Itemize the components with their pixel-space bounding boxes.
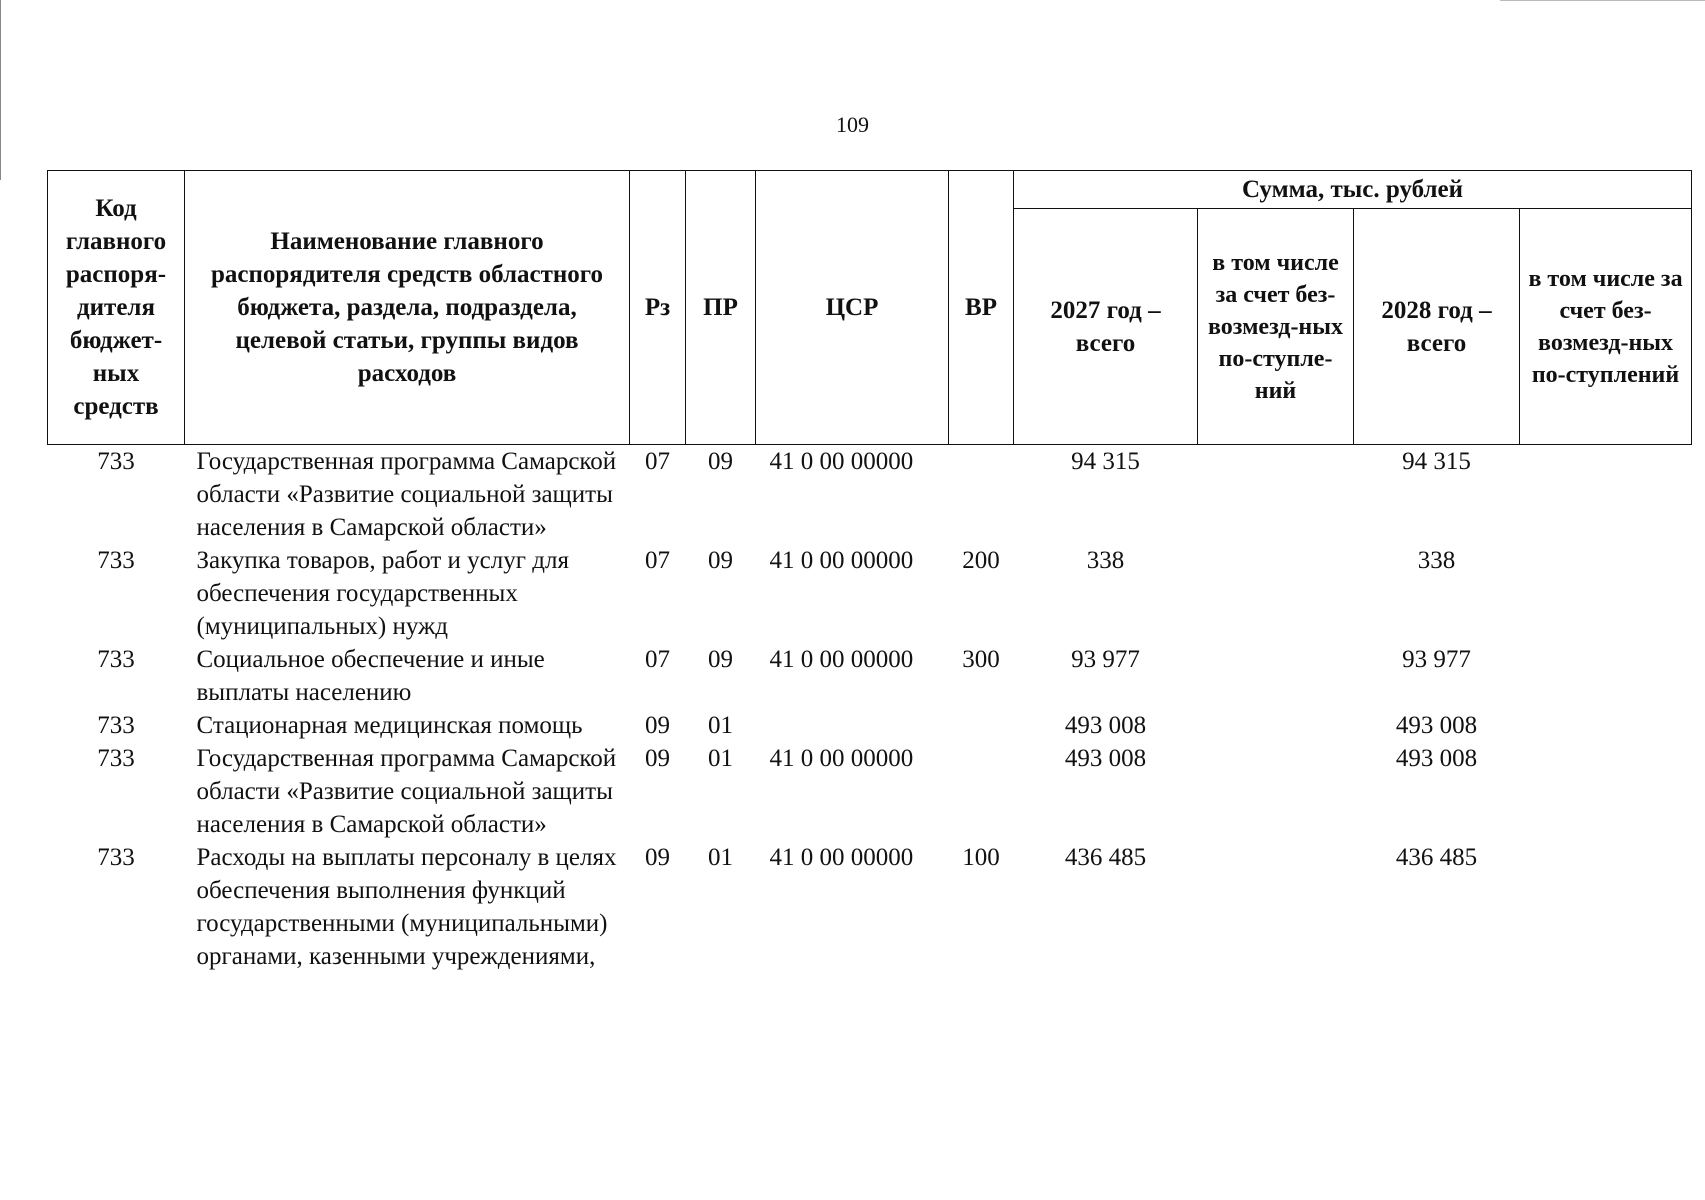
row-pr: 09 bbox=[708, 448, 733, 475]
table-body bbox=[48, 445, 1692, 974]
row-code: 733 bbox=[97, 712, 135, 739]
row-pr: 01 bbox=[708, 844, 733, 871]
row-name: Расходы на выплаты персоналу в целях обеспечения выполнения функций государственными (муниципальными) органами, казенными учреждениями, bbox=[196, 844, 617, 970]
row-name: Социальное обеспечение и иные выплаты населению bbox=[196, 646, 545, 706]
table-row bbox=[48, 445, 1692, 545]
row-rz: 09 bbox=[645, 712, 670, 739]
row-name: Государственная программа Самарской области «Развитие социальной защиты населения в Самарской области» bbox=[196, 448, 617, 541]
row-2027-total: 493 008 bbox=[1064, 745, 1147, 772]
row-2028-total: 94 315 bbox=[1402, 448, 1471, 475]
row-pr: 01 bbox=[708, 745, 733, 772]
row-2027-total: 493 008 bbox=[1064, 712, 1147, 739]
row-code: 733 bbox=[97, 844, 135, 871]
row-2028-grants bbox=[1520, 445, 1692, 545]
row-2028-grants bbox=[1520, 643, 1692, 709]
row-pr: 09 bbox=[708, 547, 733, 574]
row-2028-grants bbox=[1520, 544, 1692, 643]
header-csr: ЦСР bbox=[756, 171, 949, 445]
row-2028-grants bbox=[1520, 709, 1692, 742]
row-vr bbox=[949, 742, 1014, 841]
table-row bbox=[48, 742, 1692, 841]
header-sum-group: Сумма, тыс. рублей bbox=[1014, 171, 1692, 209]
row-name: Закупка товаров, работ и услуг для обеспечения государственных (муниципальных) нужд bbox=[196, 547, 569, 640]
row-2027-grants bbox=[1198, 445, 1354, 545]
row-2027-total: 436 485 bbox=[1064, 844, 1147, 871]
row-code: 733 bbox=[97, 646, 135, 673]
row-2028-total: 338 bbox=[1417, 547, 1456, 574]
page-number: 109 bbox=[836, 112, 869, 137]
table-header bbox=[48, 171, 1692, 445]
row-2027-grants bbox=[1198, 544, 1354, 643]
row-vr: 300 bbox=[962, 646, 1000, 673]
row-2027-grants bbox=[1198, 742, 1354, 841]
row-2028-total: 93 977 bbox=[1402, 646, 1471, 673]
header-2027-total: 2027 год – всего bbox=[1014, 209, 1198, 445]
row-code: 733 bbox=[97, 448, 135, 475]
row-2027-grants bbox=[1198, 709, 1354, 742]
row-2027-total: 94 315 bbox=[1071, 448, 1140, 475]
row-vr bbox=[949, 709, 1014, 742]
row-code: 733 bbox=[97, 547, 135, 574]
row-rz: 09 bbox=[645, 745, 670, 772]
row-csr: 41 0 00 00000 bbox=[769, 547, 914, 574]
table-row bbox=[48, 544, 1692, 643]
row-2028-grants bbox=[1520, 742, 1692, 841]
scan-edge-mark-top bbox=[1500, 0, 1705, 1]
header-code: Код главного распоря-дителя бюджет-ных средств bbox=[48, 171, 185, 445]
budget-table bbox=[47, 170, 1692, 973]
header-rz: Рз bbox=[630, 171, 686, 445]
row-vr: 200 bbox=[962, 547, 1000, 574]
row-code: 733 bbox=[97, 745, 135, 772]
row-2028-total: 493 008 bbox=[1395, 712, 1478, 739]
row-vr bbox=[949, 445, 1014, 545]
header-vr: ВР bbox=[949, 171, 1014, 445]
table-row bbox=[48, 709, 1692, 742]
row-2027-grants bbox=[1198, 841, 1354, 973]
row-name: Государственная программа Самарской области «Развитие социальной защиты населения в Самарской области» bbox=[196, 745, 617, 838]
row-2028-total: 436 485 bbox=[1395, 844, 1478, 871]
row-2028-total: 493 008 bbox=[1395, 745, 1478, 772]
table-row bbox=[48, 643, 1692, 709]
row-2027-total: 338 bbox=[1086, 547, 1125, 574]
table-row bbox=[48, 841, 1692, 973]
header-2028-grants: в том числе за счет без-возмезд-ных по-ступлений bbox=[1520, 209, 1692, 445]
row-rz: 07 bbox=[645, 646, 670, 673]
header-2027-grants: в том числе за счет без-возмезд-ных по-ступле-ний bbox=[1198, 209, 1354, 445]
header-pr: ПР bbox=[686, 171, 756, 445]
row-rz: 09 bbox=[645, 844, 670, 871]
row-2027-grants bbox=[1198, 643, 1354, 709]
row-rz: 07 bbox=[645, 547, 670, 574]
row-2028-grants bbox=[1520, 841, 1692, 973]
row-name: Стационарная медицинская помощь bbox=[196, 712, 583, 739]
row-csr: 41 0 00 00000 bbox=[769, 745, 914, 772]
row-csr: 41 0 00 00000 bbox=[769, 646, 914, 673]
row-csr bbox=[756, 709, 949, 742]
row-rz: 07 bbox=[645, 448, 670, 475]
row-csr: 41 0 00 00000 bbox=[769, 844, 914, 871]
scan-edge-mark bbox=[0, 0, 1, 180]
header-2028-total: 2028 год – всего bbox=[1354, 209, 1520, 445]
row-2027-total: 93 977 bbox=[1071, 646, 1140, 673]
header-name: Наименование главного распорядителя средств областного бюджета, раздела, подраздела, целевой статьи, группы видов расходов bbox=[185, 171, 630, 445]
row-pr: 01 bbox=[708, 712, 733, 739]
row-pr: 09 bbox=[708, 646, 733, 673]
row-csr: 41 0 00 00000 bbox=[769, 448, 914, 475]
row-vr: 100 bbox=[962, 844, 1000, 871]
